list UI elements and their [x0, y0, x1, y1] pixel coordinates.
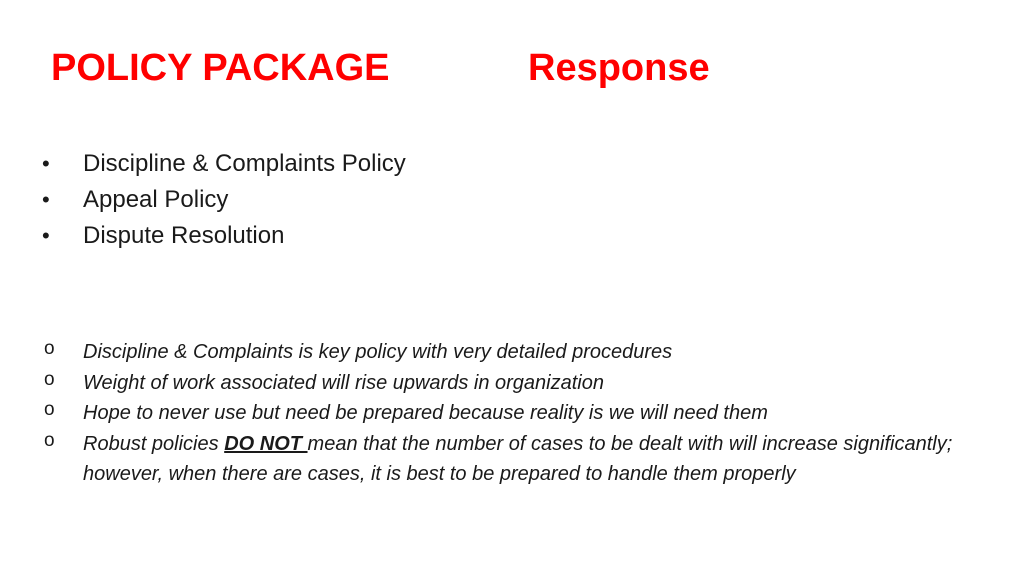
list-item [42, 218, 406, 254]
note-text-post: mean that the number of cases to be dealt with will increase significantly; however, when there are cases, it is best to be prepared to handle them properly [83, 432, 953, 485]
note-item [44, 368, 984, 399]
note-text: Hope to never use but need be prepared because reality is we will need them [83, 402, 768, 424]
note-item [44, 337, 984, 368]
list-item-label: Appeal Policy [83, 186, 229, 213]
policy-list [42, 146, 406, 254]
notes-list [44, 337, 984, 490]
note-item [44, 398, 984, 429]
slide-title: POLICY PACKAGE [51, 47, 390, 89]
circle-bullet-icon: o [44, 338, 55, 359]
bullet-icon: • [42, 223, 50, 248]
circle-bullet-icon: o [44, 429, 55, 451]
slide-title-response: Response [528, 47, 710, 89]
note-emphasis: DO NOT [224, 432, 308, 455]
list-item-label: Discipline & Complaints Policy [83, 150, 406, 177]
note-text-pre: Robust policies [83, 432, 225, 455]
list-item [42, 146, 406, 182]
list-item-label: Dispute Resolution [83, 222, 285, 249]
circle-bullet-icon: o [44, 399, 55, 420]
note-text: Weight of work associated will rise upwards in organization [83, 371, 604, 394]
note-item [44, 429, 984, 490]
bullet-icon: • [42, 187, 50, 212]
note-text: Discipline & Complaints is key policy with very detailed procedures [83, 341, 673, 363]
circle-bullet-icon: o [44, 368, 55, 390]
list-item [42, 182, 406, 218]
bullet-icon: • [42, 151, 50, 176]
